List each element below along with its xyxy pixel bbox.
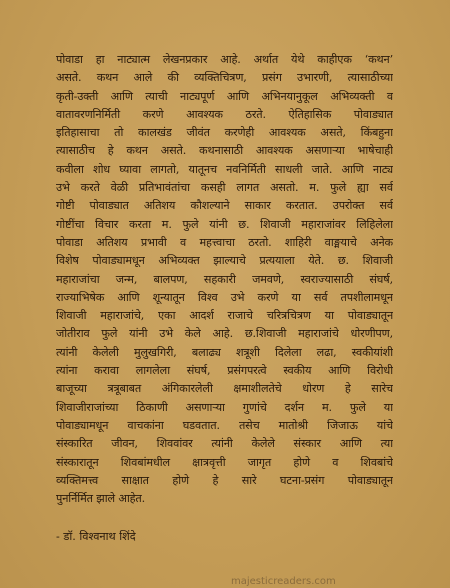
text-line: संस्कारित जीवन, शिववांवर त्यांनी केलेले संस्कार आणि त्या [56, 437, 393, 451]
text-line: वातावरणनिर्मिती करणे आवश्यक ठरते. ऐतिहासिक पोवाड्यात [56, 107, 393, 121]
text-line: शिवाजी महाराजांचे, एका आदर्श राजाचे चरित्रचित्रण या पोवाड्यातून [56, 309, 393, 323]
text-line: असते. कथन आले की व्यक्तिचित्रण, प्रसंग उभारणी, त्यासाठीच्या [56, 71, 393, 85]
author-signature: - डॉ. विश्वनाथ शिंदे [56, 530, 136, 543]
text-line: पोवाडा अतिशय प्रभावी व महत्त्वाचा ठरतो. शाहिरी वाङ्मयाचे अनेक [56, 235, 393, 249]
text-line: संस्कारातून शिवबांमधील क्षात्रवृत्ती जागृत होणे व शिवबांचे [56, 455, 393, 469]
text-line: त्यांना करावा लागलेला संघर्ष, प्रसंगपरत्वे स्वकीय आणि विरोधी [56, 364, 393, 378]
body-text [56, 51, 393, 508]
text-line: पुनर्निर्मित झाले आहेत. [56, 492, 146, 506]
text-line: उभे करते वेळी प्रतिभावंतांचा कसही लागत असतो. म. फुले ह्या सर्व [56, 181, 393, 195]
text-line: कृती-उक्ती आणि त्याची नाट्यपूर्ण आणि अभिनयानुकूल अभिव्यक्ती व [56, 89, 393, 103]
text-line: विशेष पोवाड्यामधून अभिव्यक्त झाल्याचे प्रत्ययाला येते. छ. शिवाजी [56, 254, 393, 268]
text-line: महाराजांचा जन्म, बालपण, सहकारी जमवणे, स्वराज्यासाठी संघर्ष, [56, 272, 393, 286]
text-line: इतिहासाचा तो कालखंड जीवंत करणेही आवश्यक असते, किंबहुना [56, 126, 393, 140]
text-line: बाजूच्या त्रत्रूबाबत अंगिकारलेली क्षमाशीलतेचे धोरण हे सारेच [56, 382, 393, 396]
text-line: कवीला शोध घ्यावा लागतो, यातूनच नवनिर्मिती साधली जाते. आणि नाट्य [56, 162, 393, 176]
text-line: त्यांनी केलेली मुलुखगिरी, बलाढ्य शत्रूशी दिलेला लढा, स्वकीयांशी [56, 345, 393, 359]
watermark-text: majesticreaders.com [231, 576, 336, 587]
text-line: गोष्टी पोवाड्यात अतिशय कौशल्याने साकार करतात. उपरोक्त सर्व [56, 199, 393, 213]
text-line: व्यक्तिमत्त्व साक्षात होणे हे सारे घटना-प्रसंग पोवाड्यातून [56, 473, 393, 487]
text-line: त्यासाठीच हे कथन असते. कथनासाठी आवश्यक असणाऱ्या भाषेचाही [56, 144, 393, 158]
text-line: शिवाजीराजांच्या ठिकाणी असणाऱ्या गुणांचे दर्शन म. फुले या [56, 400, 393, 414]
text-line: राज्याभिषेक आणि शून्यातून विश्व उभे करणे या सर्व तपशीलामधून [56, 290, 393, 304]
text-line: जोतीराव फुले यांनी उभे केले आहे. छ.शिवाजी महाराजांचे धोरणीपण, [56, 327, 393, 341]
text-line: गोष्टींचा विचार करता म. फुले यांनी छ. शिवाजी महाराजांवर लिहिलेला [56, 217, 393, 231]
text-line: पोवाड्यामधून वाचकांना घडवतात. तसेच मातोश्री जिजाऊ यांचे [56, 418, 393, 432]
text-line: पोवाडा हा नाट्यात्म लेखनप्रकार आहे. अर्थात येथे काहीएक ‘कथन’ [56, 53, 393, 66]
